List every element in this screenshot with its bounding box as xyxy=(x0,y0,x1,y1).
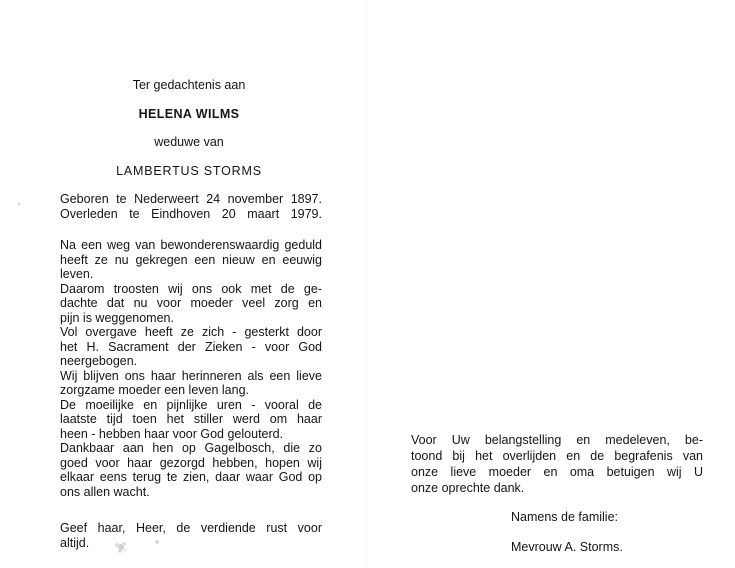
thanks-line: onze oprechte dank. xyxy=(411,481,525,495)
life-dates xyxy=(60,192,322,222)
text-line: ons allen wacht. xyxy=(60,484,150,499)
thanks-line: toond bij het overlijden en de begrafenis van xyxy=(411,449,703,463)
text-line: goed voor haar gezorgd hebben, hopen wij xyxy=(60,455,322,470)
scan-speck xyxy=(18,203,20,205)
text-line: De moeilijke en pijnlijke uren - vooral de xyxy=(60,397,322,412)
text-line: neergebogen. xyxy=(60,354,138,368)
memorial-heading: Ter gedachtenis aan xyxy=(132,78,246,92)
memorial-text xyxy=(60,238,322,499)
flower-speck-icon xyxy=(112,538,130,556)
text-line: Dankbaar aan hen op Gagelbosch, die zo xyxy=(60,441,322,455)
signature-name: Mevrouw A. Storms. xyxy=(511,540,623,554)
text-line: Daarom troosten wij ons ook met de ge- xyxy=(60,281,322,296)
text-line: Wij blijven ons haar herinneren als een lieve xyxy=(60,368,322,383)
text-line: heen - hebben haar voor God gelouterd. xyxy=(60,426,284,441)
left-page xyxy=(0,0,366,568)
prayer-line: Geef haar, Heer, de verdiende rust voor xyxy=(60,521,322,535)
deceased-name: HELENA WILMS xyxy=(138,107,240,121)
thanks-line: onze lieve moeder en oma betuigen wij U xyxy=(411,465,703,479)
death-line: Overleden te Eindhoven 20 maart 1979. xyxy=(60,207,322,221)
text-line: Vol overgave heeft ze zich - gesterkt door xyxy=(60,325,322,339)
husband-name: LAMBERTUS STORMS xyxy=(116,164,262,178)
text-line: laatste tijd toen het stiller werd om haar xyxy=(60,412,322,426)
signature-intro: Namens de familie: xyxy=(511,510,618,524)
scan-speck xyxy=(155,540,159,544)
birth-line: Geboren te Nederweert 24 november 1897. xyxy=(60,192,322,206)
text-line: zorgzame moeder een leven lang. xyxy=(60,383,250,397)
thanks-line: Voor Uw belangstelling en medeleven, be- xyxy=(411,433,703,447)
text-line: elkaar eens terug te zien, daar waar God op xyxy=(60,470,322,484)
text-line: leven. xyxy=(60,267,94,281)
text-line: het H. Sacrament der Zieken - voor God xyxy=(60,339,322,354)
text-line: Na een weg van bewonderenswaardig geduld xyxy=(60,238,322,252)
text-line: heeft ze nu gekregen een nieuw en eeuwig xyxy=(60,252,322,267)
text-line: dachte dat nu voor moeder veel zorg en xyxy=(60,296,322,310)
widow-of-label: weduwe van xyxy=(154,135,224,149)
prayer-text xyxy=(60,521,322,551)
thanks-text xyxy=(411,432,703,496)
text-line: pijn is weggenomen. xyxy=(60,310,174,325)
prayer-line: altijd. xyxy=(60,536,90,550)
